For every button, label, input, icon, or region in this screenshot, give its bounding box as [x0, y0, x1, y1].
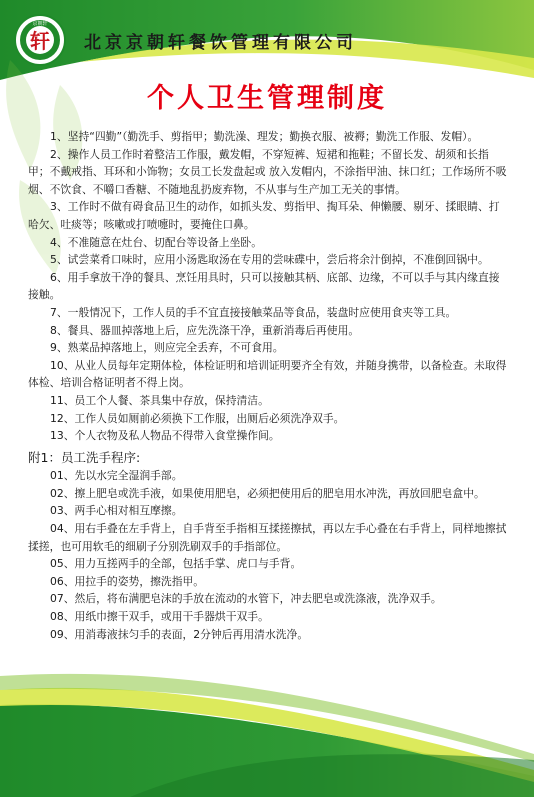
- page-title: 个人卫生管理制度: [147, 83, 387, 114]
- handwash-step: 03、两手心相对相互摩擦。: [50, 504, 183, 518]
- rule-item: 7、一般情况下，工作人员的手不宜直接接触菜品等食品，装盘时应使用食夹等工具。: [50, 305, 457, 319]
- logo-char: 轩: [30, 29, 50, 53]
- handwash-step: 02、擦上肥皂或洗手液，如果使用肥皂，必须把使用后的肥皂用水冲洗，再放回肥皂盒中。: [50, 486, 485, 500]
- rule-item: 1、坚持“四勤”（勤洗手、剪指甲；勤洗澡、理发；勤换衣服、被褥；勤洗工作服、发帽）。: [50, 130, 479, 143]
- handwash-step: 05、用力互搓两手的全部，包括手掌、虎口与手背。: [50, 557, 302, 571]
- rule-item: 12、工作人员如厕前必须换下工作服，出厕后必须洗净双手。: [50, 411, 345, 425]
- company-name: 北京京朝轩餐饮管理有限公司: [84, 33, 357, 53]
- rule-item: 9、熟菜品掉落地上，则应完全丢弃，不可食用。: [50, 341, 284, 355]
- handwash-step: 08、用纸巾擦干双手，或用干手器烘干双手。: [50, 610, 269, 624]
- rule-item: 5、试尝菜肴口味时，应用小汤匙取汤在专用的尝味碟中，尝后将余汁倒掉，不准倒回锅中。: [50, 253, 489, 267]
- rule-item: 11、员工个人餐、茶具集中存放，保持清洁。: [50, 393, 269, 407]
- company-logo: [14, 14, 66, 66]
- handwash-step: 07、然后，将布满肥皂沫的手放在流动的水管下，冲去肥皂或洗涤液，洗净双手。: [50, 592, 442, 606]
- logo-ring-text: 京朝轩: [32, 21, 48, 27]
- rules-content: [28, 128, 508, 643]
- handwash-step: 09、用消毒液抹匀手的表面，2分钟后再用清水洗净。: [50, 627, 309, 641]
- handwash-step: 04、用右手叠在左手背上，自手背至手指相互揉搓擦拭，再以左手心叠在右手背上，同样地擦拭揉搓，也可用软毛的细刷子分别洗刷双手的手指部位。: [28, 522, 507, 553]
- appendix-title: 附1：员工洗手程序:: [28, 449, 141, 465]
- rule-item: 8、餐具、器皿掉落地上后，应先洗涤干净，重新消毒后再使用。: [50, 323, 360, 337]
- handwash-step: 06、用拉手的姿势，擦洗指甲。: [50, 574, 205, 588]
- rule-item: 13、个人衣物及私人物品不得带入食堂操作间。: [50, 429, 280, 443]
- rule-item: 6、用手拿放干净的餐具、烹饪用具时，只可以接触其柄、底部、边缘，不可以手与其内缘直接接触。: [28, 270, 500, 302]
- rule-item: 10、从业人员每年定期体检，体检证明和培训证明要齐全有效，并随身携带，以备检查。未取得体检、培训合格证明者不得上岗。: [28, 358, 507, 390]
- rule-item: 4、不准随意在灶台、切配台等设备上坐卧。: [50, 235, 263, 249]
- handwash-step: 01、先以水完全湿润手部。: [50, 469, 183, 483]
- rule-item: 2、操作人员工作时着整洁工作服，戴发帽，不穿短裤、短裙和拖鞋；不留长发、胡须和长指甲；不戴戒指、耳环和小饰物；女员工长发盘起或 放入发帽内，不涂指甲油、抹口红；工作场所不吸烟、不饮食、不嚼口香糖、不随地乱扔废弃物，不从事与生产加工无关的事情。: [28, 147, 507, 196]
- rule-item: 3、工作时不做有碍食品卫生的动作，如抓头发、剪指甲、掏耳朵、伸懒腰、剔牙、揉眼睛、打哈欠、吐痰等；咳嗽或打喷嚏时，要掩住口鼻。: [28, 200, 500, 231]
